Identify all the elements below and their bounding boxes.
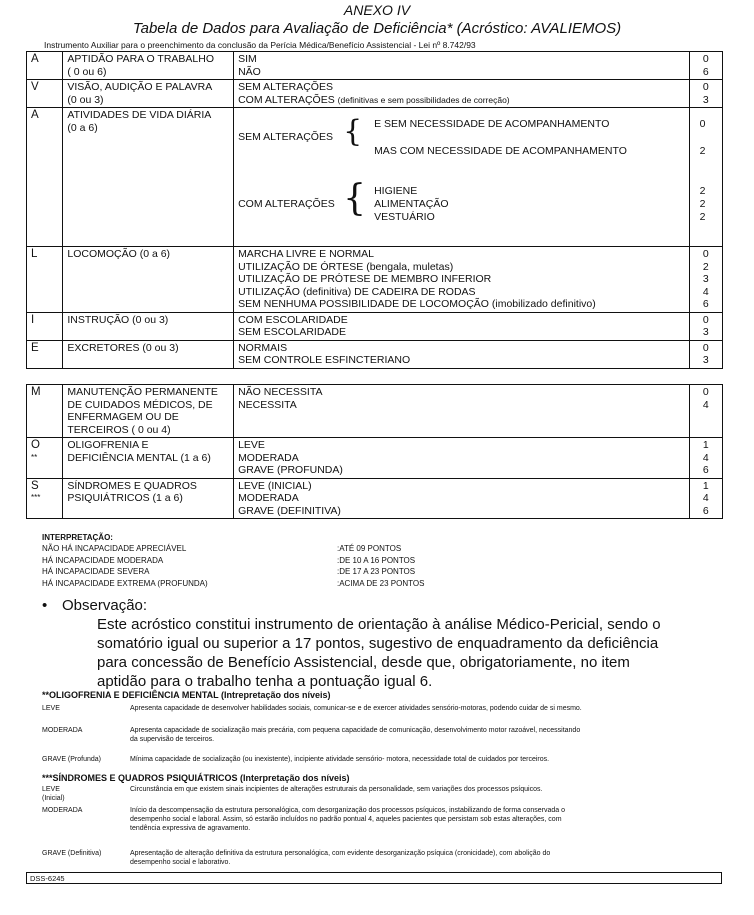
row-item: ATIVIDADES DE VIDA DIÁRIA (0 a 6) <box>63 108 234 247</box>
interpretation-list: NÃO HÁ INCAPACIDADE APRECIÁVEL :ATÉ 09 PONTOS HÁ INCAPACIDADE MODERADA :DE 10 A 16 PONTOS HÁ INCAPACIDADE SEVERA :DE 17 A 23 PONTOS HÁ INCAPACIDADE EXTREMA (PROFUNDA) :ACIMA DE 23 PONTOS <box>42 544 425 588</box>
observation-text: Este acróstico constitui instrumento de orientação à análise Médico-Pericial, sendo o somatório igual ou superior a 17 pontos, sugestivo de enquadramento da deficiência para concessão de Benefício Assistencial, desde que, obrigatoriamente, no item aptidão para o trabalho tenha a pontuação igual 6. <box>97 616 661 690</box>
definition-term: MODERADA <box>42 807 83 814</box>
definition-text: Apresenta capacidade de socialização mais precária, com pequena capacidade de comunicação, desenvolvimento motor razoável, necessitando da supervisão de terceiros. <box>130 727 581 743</box>
table-row <box>27 312 723 340</box>
definition-text: Mínima capacidade de socialização (ou inexistente), incipiente atividade sensório- motora, necessidade total de cuidados por terceiros. <box>130 756 550 763</box>
evaluation-table-1 <box>26 51 723 369</box>
document-subtitle: Instrumento Auxiliar para o preenchimento da conclusão da Perícia Médica/Benefício Assistencial - Lei nº 8.742/93 <box>44 40 476 50</box>
row-item: SÍNDROMES E QUADROS PSIQUIÁTRICOS (1 a 6) <box>63 478 234 519</box>
definition-term: GRAVE (Definitiva) <box>42 850 102 857</box>
row-item: OLIGOFRENIA E DEFICIÊNCIA MENTAL (1 a 6) <box>63 438 234 479</box>
brace: { <box>343 178 366 219</box>
row-letter: V <box>27 80 63 108</box>
table-row <box>27 478 723 519</box>
row-points: 0 2 3 4 6 <box>689 247 722 313</box>
interpretation-title: INTERPRETAÇÃO: <box>42 533 113 542</box>
row-answers: COM ESCOLARIDADE SEM ESCOLARIDADE <box>234 312 690 340</box>
definition-term: LEVE <box>42 705 60 712</box>
annex-label: ANEXO IV <box>343 2 411 18</box>
table-row <box>27 52 723 80</box>
row-points: 0 3 <box>689 312 722 340</box>
row-points: 1 4 6 <box>689 438 722 479</box>
sindromes-heading: ***SÍNDROMES E QUADROS PSIQUIÁTRICOS (Interpretação dos níveis) <box>42 773 350 783</box>
row-letter: A <box>27 108 63 247</box>
row-letter: S *** <box>27 478 63 519</box>
observation-title: Observação: <box>62 597 148 614</box>
oligofrenia-heading: **OLIGOFRENIA E DEFICIÊNCIA MENTAL (Intrepretação dos níveis) <box>42 690 331 700</box>
evaluation-table-2 <box>26 384 723 519</box>
row-letter: O ** <box>27 438 63 479</box>
row-points: 1 4 6 <box>689 478 722 519</box>
definition-term: GRAVE (Profunda) <box>42 756 102 763</box>
row-letter: E <box>27 340 63 368</box>
brace: { <box>343 114 363 149</box>
row-item: INSTRUÇÃO (0 ou 3) <box>63 312 234 340</box>
definition-text: Início da descompensação da estrutura personalógica, com desorganização dos processos psíquicos, instabilizando de forma conservada o desempenho social e laboral. Assim, só estarão incluídos no padrão pontual 4, aqueles pacientes que persistam sob estas alterações, com tendência expressiva de agravamento. <box>130 807 566 832</box>
form-code: DSS-6245 <box>26 872 722 884</box>
row-item: VISÃO, AUDIÇÃO E PALAVRA (0 ou 3) <box>63 80 234 108</box>
row-answers: LEVE (INICIAL) MODERADA GRAVE (DEFINITIVA) <box>234 478 690 519</box>
row-letter: A <box>27 52 63 80</box>
row-answers: SEM ALTERAÇÕES COM ALTERAÇÕES (definitivas e sem possibilidades de correção) <box>234 80 690 108</box>
table-row <box>27 108 723 247</box>
row-points: 0 3 <box>689 340 722 368</box>
table-row <box>27 438 723 479</box>
row-points: 0 2 2 2 2 <box>689 108 722 247</box>
definition-text: Apresentação de alteração definitiva da estrutura personalógica, com evidente desorganização psíquica (cronicidade), com abolição do desempenho social e laborativo. <box>130 850 551 866</box>
row-answers: MARCHA LIVRE E NORMAL UTILIZAÇÃO DE ÓRTESE (bengala, muletas) UTILIZAÇÃO DE PRÓTESE DE MEMBRO INFERIOR UTILIZAÇÃO (definitiva) DE CADEIRA DE RODAS SEM NENHUMA POSSIBILIDADE DE LOCOMOÇÃO (imobilizado definitivo) <box>234 247 690 313</box>
definition-text: Circunstância em que existem sinais incipientes de alterações estruturais da personalidade, sem variações dos processos psíquicos. <box>130 786 543 793</box>
row-item: LOCOMOÇÃO (0 a 6) <box>63 247 234 313</box>
definition-term: MODERADA <box>42 727 83 734</box>
table-row <box>27 247 723 313</box>
row-answers: NÃO NECESSITA NECESSITA <box>234 385 690 438</box>
row-answers: SEM ALTERAÇÕES { E SEM NECESSIDADE DE ACOMPANHAMENTO MAS COM NECESSIDADE DE ACOMPANHAMENTO COM ALTERAÇÕES { HIGIENE ALIMENTAÇÃO VESTUÁRIO <box>234 108 690 247</box>
document-title: Tabela de Dados para Avaliação de Deficiência* (Acróstico: AVALIEMOS) <box>132 20 622 37</box>
row-answers: SIM NÃO <box>234 52 690 80</box>
row-answers: NORMAIS SEM CONTROLE ESFINCTERIANO <box>234 340 690 368</box>
bullet-icon: • <box>42 597 48 614</box>
row-points: 0 6 <box>689 52 722 80</box>
row-points: 0 3 <box>689 80 722 108</box>
row-item: APTIDÃO PARA O TRABALHO ( 0 ou 6) <box>63 52 234 80</box>
row-letter: L <box>27 247 63 313</box>
row-points: 0 4 <box>689 385 722 438</box>
table-row <box>27 80 723 108</box>
row-letter: M <box>27 385 63 438</box>
definition-term: LEVE (Inicial) <box>42 786 65 802</box>
row-answers: LEVE MODERADA GRAVE (PROFUNDA) <box>234 438 690 479</box>
definition-text: Apresenta capacidade de desenvolver habilidades sociais, comunicar-se e de exercer atividades sensório-motoras, podendo cuidar de si mesmo. <box>130 705 582 712</box>
row-item: EXCRETORES (0 ou 3) <box>63 340 234 368</box>
row-item: MANUTENÇÃO PERMANENTE DE CUIDADOS MÉDICOS, DE ENFERMAGEM OU DE TERCEIROS ( 0 ou 4) <box>63 385 234 438</box>
row-letter: I <box>27 312 63 340</box>
table-row <box>27 340 723 368</box>
table-row <box>27 385 723 438</box>
